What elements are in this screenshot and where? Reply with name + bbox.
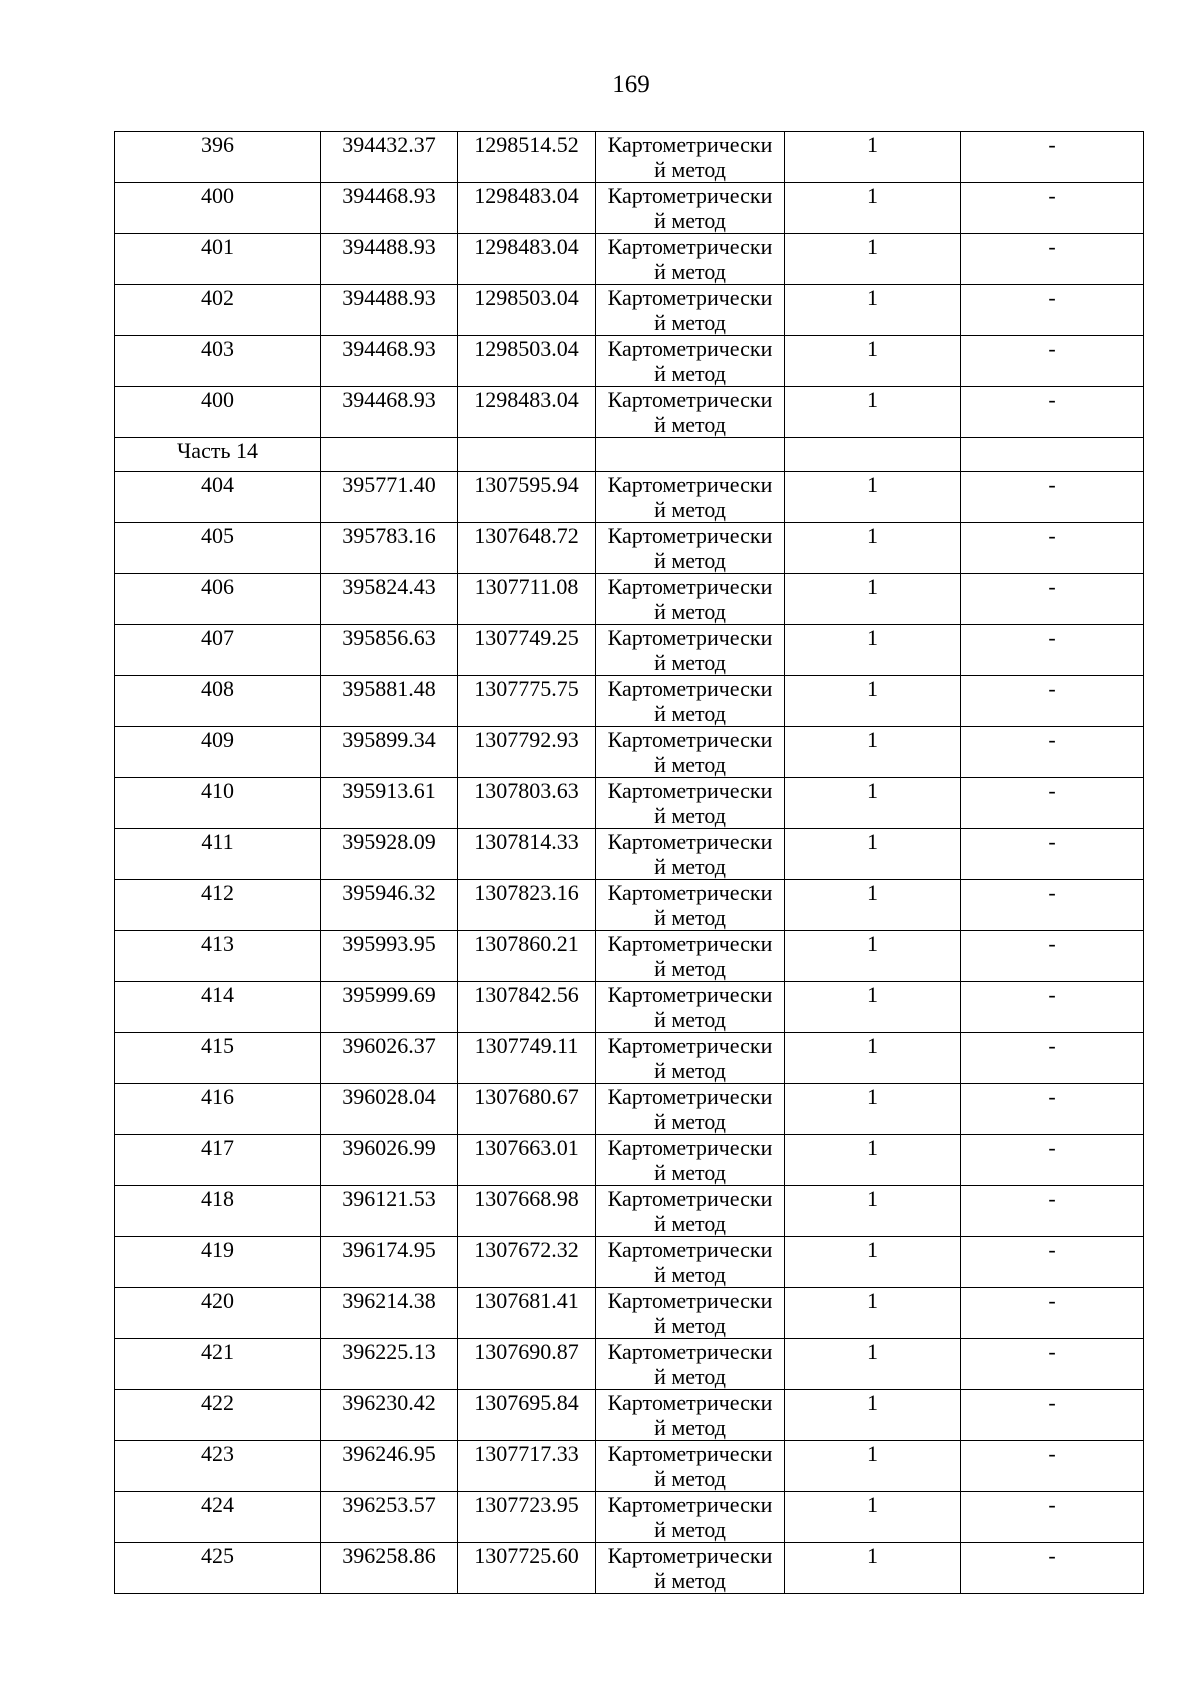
method-line-2: й метод	[654, 157, 726, 182]
x-coordinate-cell: 396253.57	[321, 1492, 458, 1543]
y-coordinate-cell: 1307595.94	[458, 472, 596, 523]
method-line-1: Картометрически	[607, 727, 773, 752]
accuracy-cell: 1	[785, 1135, 961, 1186]
x-coordinate-cell: 395783.16	[321, 523, 458, 574]
method-line-1: Картометрически	[607, 1543, 773, 1568]
accuracy-cell: 1	[785, 183, 961, 234]
x-coordinate-cell: 396214.38	[321, 1288, 458, 1339]
method-cell	[596, 523, 785, 574]
method-line-2: й метод	[654, 1364, 726, 1389]
description-cell: -	[961, 1033, 1144, 1084]
point-number-cell: 408	[115, 676, 321, 727]
method-line-2: й метод	[654, 1058, 726, 1083]
y-coordinate-cell: 1307803.63	[458, 778, 596, 829]
method-line-2: й метод	[654, 497, 726, 522]
y-coordinate-cell: 1307725.60	[458, 1543, 596, 1594]
y-coordinate-cell: 1307690.87	[458, 1339, 596, 1390]
x-coordinate-cell: 396225.13	[321, 1339, 458, 1390]
point-number-cell: 422	[115, 1390, 321, 1441]
method-line-1: Картометрически	[607, 336, 773, 361]
method-line-1: Картометрически	[607, 1492, 773, 1517]
table-row	[115, 234, 1144, 285]
method-cell	[596, 727, 785, 778]
method-line-1: Картометрически	[607, 1084, 773, 1109]
description-cell: -	[961, 523, 1144, 574]
accuracy-cell: 1	[785, 982, 961, 1033]
method-line-1: Картометрически	[607, 625, 773, 650]
point-number-cell: 402	[115, 285, 321, 336]
point-number-cell: 411	[115, 829, 321, 880]
table-row	[115, 778, 1144, 829]
method-cell	[596, 880, 785, 931]
table-row	[115, 676, 1144, 727]
table-row	[115, 1288, 1144, 1339]
accuracy-cell: 1	[785, 778, 961, 829]
accuracy-cell: 1	[785, 931, 961, 982]
x-coordinate-cell: 394468.93	[321, 387, 458, 438]
method-cell	[596, 1441, 785, 1492]
x-coordinate-cell: 396028.04	[321, 1084, 458, 1135]
point-number-cell: 420	[115, 1288, 321, 1339]
y-coordinate-cell: 1298483.04	[458, 387, 596, 438]
accuracy-cell: 1	[785, 880, 961, 931]
table-row	[115, 523, 1144, 574]
point-number-cell: 417	[115, 1135, 321, 1186]
description-cell: -	[961, 1288, 1144, 1339]
accuracy-cell: 1	[785, 387, 961, 438]
method-cell	[596, 1543, 785, 1594]
y-coordinate-cell: 1307842.56	[458, 982, 596, 1033]
method-line-1: Картометрически	[607, 1441, 773, 1466]
table-row	[115, 1237, 1144, 1288]
x-coordinate-cell: 394432.37	[321, 132, 458, 183]
point-number-cell: 415	[115, 1033, 321, 1084]
x-coordinate-cell: 395999.69	[321, 982, 458, 1033]
y-coordinate-cell: 1307823.16	[458, 880, 596, 931]
description-cell: -	[961, 285, 1144, 336]
description-cell: -	[961, 982, 1144, 1033]
description-cell: -	[961, 574, 1144, 625]
method-line-2: й метод	[654, 361, 726, 386]
accuracy-cell: 1	[785, 523, 961, 574]
part-header-row	[115, 438, 1144, 472]
method-line-1: Картометрически	[607, 1186, 773, 1211]
method-line-1: Картометрически	[607, 1288, 773, 1313]
method-line-2: й метод	[654, 905, 726, 930]
point-number-cell: 403	[115, 336, 321, 387]
method-cell	[596, 387, 785, 438]
method-cell	[596, 625, 785, 676]
empty-cell	[458, 438, 596, 472]
method-cell	[596, 1135, 785, 1186]
empty-cell	[961, 438, 1144, 472]
description-cell: -	[961, 183, 1144, 234]
accuracy-cell: 1	[785, 676, 961, 727]
method-cell	[596, 1186, 785, 1237]
point-number-cell: 425	[115, 1543, 321, 1594]
point-number-cell: 407	[115, 625, 321, 676]
method-cell	[596, 285, 785, 336]
table-row	[115, 472, 1144, 523]
method-line-2: й метод	[654, 412, 726, 437]
x-coordinate-cell: 396246.95	[321, 1441, 458, 1492]
method-line-2: й метод	[654, 803, 726, 828]
accuracy-cell: 1	[785, 336, 961, 387]
table-row	[115, 1135, 1144, 1186]
y-coordinate-cell: 1307792.93	[458, 727, 596, 778]
method-cell	[596, 1084, 785, 1135]
description-cell: -	[961, 387, 1144, 438]
accuracy-cell: 1	[785, 829, 961, 880]
description-cell: -	[961, 1084, 1144, 1135]
y-coordinate-cell: 1307681.41	[458, 1288, 596, 1339]
table-row	[115, 931, 1144, 982]
method-cell	[596, 676, 785, 727]
table-row	[115, 1492, 1144, 1543]
accuracy-cell: 1	[785, 574, 961, 625]
method-line-1: Картометрически	[607, 234, 773, 259]
method-line-2: й метод	[654, 310, 726, 335]
description-cell: -	[961, 1339, 1144, 1390]
y-coordinate-cell: 1307749.25	[458, 625, 596, 676]
description-cell: -	[961, 234, 1144, 285]
y-coordinate-cell: 1307695.84	[458, 1390, 596, 1441]
table-row	[115, 1084, 1144, 1135]
coordinates-table	[114, 131, 1144, 1594]
x-coordinate-cell: 395993.95	[321, 931, 458, 982]
accuracy-cell: 1	[785, 625, 961, 676]
y-coordinate-cell: 1307668.98	[458, 1186, 596, 1237]
accuracy-cell: 1	[785, 1186, 961, 1237]
method-line-1: Картометрически	[607, 880, 773, 905]
accuracy-cell: 1	[785, 1288, 961, 1339]
empty-cell	[321, 438, 458, 472]
method-line-2: й метод	[654, 208, 726, 233]
method-line-2: й метод	[654, 1007, 726, 1032]
empty-cell	[785, 438, 961, 472]
x-coordinate-cell: 394488.93	[321, 285, 458, 336]
description-cell: -	[961, 1390, 1144, 1441]
method-cell	[596, 1339, 785, 1390]
y-coordinate-cell: 1307680.67	[458, 1084, 596, 1135]
description-cell: -	[961, 880, 1144, 931]
method-cell	[596, 982, 785, 1033]
y-coordinate-cell: 1307749.11	[458, 1033, 596, 1084]
description-cell: -	[961, 1186, 1144, 1237]
point-number-cell: 400	[115, 183, 321, 234]
description-cell: -	[961, 1492, 1144, 1543]
method-line-2: й метод	[654, 1211, 726, 1236]
x-coordinate-cell: 396121.53	[321, 1186, 458, 1237]
accuracy-cell: 1	[785, 1492, 961, 1543]
y-coordinate-cell: 1307860.21	[458, 931, 596, 982]
point-number-cell: 416	[115, 1084, 321, 1135]
y-coordinate-cell: 1307775.75	[458, 676, 596, 727]
method-cell	[596, 1492, 785, 1543]
method-cell	[596, 1033, 785, 1084]
method-cell	[596, 778, 785, 829]
y-coordinate-cell: 1307672.32	[458, 1237, 596, 1288]
description-cell: -	[961, 778, 1144, 829]
method-line-1: Картометрически	[607, 1237, 773, 1262]
method-line-1: Картометрически	[607, 1033, 773, 1058]
x-coordinate-cell: 395771.40	[321, 472, 458, 523]
table-row	[115, 982, 1144, 1033]
method-line-2: й метод	[654, 1109, 726, 1134]
method-cell	[596, 1390, 785, 1441]
method-line-2: й метод	[654, 1160, 726, 1185]
part-label: Часть 14	[115, 438, 321, 472]
accuracy-cell: 1	[785, 1237, 961, 1288]
method-line-1: Картометрически	[607, 183, 773, 208]
y-coordinate-cell: 1307648.72	[458, 523, 596, 574]
method-line-1: Картометрически	[607, 472, 773, 497]
page-number: 169	[612, 71, 650, 98]
point-number-cell: 424	[115, 1492, 321, 1543]
table-row	[115, 1441, 1144, 1492]
x-coordinate-cell: 395824.43	[321, 574, 458, 625]
method-line-2: й метод	[654, 1568, 726, 1593]
point-number-cell: 419	[115, 1237, 321, 1288]
y-coordinate-cell: 1298514.52	[458, 132, 596, 183]
y-coordinate-cell: 1307814.33	[458, 829, 596, 880]
description-cell: -	[961, 1441, 1144, 1492]
point-number-cell: 418	[115, 1186, 321, 1237]
method-line-2: й метод	[654, 599, 726, 624]
table-row	[115, 1033, 1144, 1084]
table-row	[115, 1390, 1144, 1441]
accuracy-cell: 1	[785, 1033, 961, 1084]
table-row	[115, 336, 1144, 387]
y-coordinate-cell: 1298503.04	[458, 336, 596, 387]
y-coordinate-cell: 1298503.04	[458, 285, 596, 336]
description-cell: -	[961, 727, 1144, 778]
method-line-2: й метод	[654, 1313, 726, 1338]
point-number-cell: 413	[115, 931, 321, 982]
accuracy-cell: 1	[785, 1084, 961, 1135]
table-row	[115, 727, 1144, 778]
table-row	[115, 829, 1144, 880]
accuracy-cell: 1	[785, 727, 961, 778]
description-cell: -	[961, 1135, 1144, 1186]
method-line-1: Картометрически	[607, 387, 773, 412]
y-coordinate-cell: 1307663.01	[458, 1135, 596, 1186]
method-line-2: й метод	[654, 1415, 726, 1440]
description-cell: -	[961, 336, 1144, 387]
table-body	[115, 132, 1144, 1594]
method-line-2: й метод	[654, 650, 726, 675]
method-line-2: й метод	[654, 1466, 726, 1491]
x-coordinate-cell: 394488.93	[321, 234, 458, 285]
method-line-1: Картометрически	[607, 285, 773, 310]
method-cell	[596, 132, 785, 183]
x-coordinate-cell: 395899.34	[321, 727, 458, 778]
point-number-cell: 405	[115, 523, 321, 574]
description-cell: -	[961, 1237, 1144, 1288]
point-number-cell: 412	[115, 880, 321, 931]
x-coordinate-cell: 395913.61	[321, 778, 458, 829]
accuracy-cell: 1	[785, 1441, 961, 1492]
description-cell: -	[961, 132, 1144, 183]
y-coordinate-cell: 1307711.08	[458, 574, 596, 625]
point-number-cell: 423	[115, 1441, 321, 1492]
method-line-1: Картометрически	[607, 1339, 773, 1364]
x-coordinate-cell: 394468.93	[321, 183, 458, 234]
method-cell	[596, 574, 785, 625]
method-cell	[596, 931, 785, 982]
method-line-1: Картометрически	[607, 132, 773, 157]
method-line-2: й метод	[654, 752, 726, 777]
method-cell	[596, 1288, 785, 1339]
description-cell: -	[961, 676, 1144, 727]
table-row	[115, 1339, 1144, 1390]
point-number-cell: 400	[115, 387, 321, 438]
method-line-2: й метод	[654, 956, 726, 981]
accuracy-cell: 1	[785, 132, 961, 183]
table-row	[115, 1543, 1144, 1594]
description-cell: -	[961, 472, 1144, 523]
point-number-cell: 401	[115, 234, 321, 285]
method-line-1: Картометрически	[607, 778, 773, 803]
point-number-cell: 414	[115, 982, 321, 1033]
description-cell: -	[961, 625, 1144, 676]
point-number-cell: 396	[115, 132, 321, 183]
y-coordinate-cell: 1298483.04	[458, 234, 596, 285]
y-coordinate-cell: 1307717.33	[458, 1441, 596, 1492]
method-line-1: Картометрически	[607, 574, 773, 599]
method-line-1: Картометрически	[607, 931, 773, 956]
table-row	[115, 880, 1144, 931]
point-number-cell: 409	[115, 727, 321, 778]
point-number-cell: 406	[115, 574, 321, 625]
method-cell	[596, 234, 785, 285]
x-coordinate-cell: 395856.63	[321, 625, 458, 676]
accuracy-cell: 1	[785, 285, 961, 336]
table-row	[115, 625, 1144, 676]
x-coordinate-cell: 396174.95	[321, 1237, 458, 1288]
x-coordinate-cell: 394468.93	[321, 336, 458, 387]
method-line-1: Картометрически	[607, 523, 773, 548]
method-line-2: й метод	[654, 854, 726, 879]
accuracy-cell: 1	[785, 1543, 961, 1594]
method-line-2: й метод	[654, 259, 726, 284]
x-coordinate-cell: 396026.37	[321, 1033, 458, 1084]
table-row	[115, 574, 1144, 625]
point-number-cell: 404	[115, 472, 321, 523]
accuracy-cell: 1	[785, 1339, 961, 1390]
method-line-1: Картометрически	[607, 982, 773, 1007]
accuracy-cell: 1	[785, 234, 961, 285]
x-coordinate-cell: 395946.32	[321, 880, 458, 931]
accuracy-cell: 1	[785, 472, 961, 523]
table-row	[115, 285, 1144, 336]
y-coordinate-cell: 1298483.04	[458, 183, 596, 234]
point-number-cell: 410	[115, 778, 321, 829]
method-line-1: Картометрически	[607, 1135, 773, 1160]
method-cell	[596, 336, 785, 387]
x-coordinate-cell: 395928.09	[321, 829, 458, 880]
description-cell: -	[961, 829, 1144, 880]
x-coordinate-cell: 396230.42	[321, 1390, 458, 1441]
method-line-2: й метод	[654, 1262, 726, 1287]
point-number-cell: 421	[115, 1339, 321, 1390]
method-line-1: Картометрически	[607, 1390, 773, 1415]
table-row	[115, 387, 1144, 438]
accuracy-cell: 1	[785, 1390, 961, 1441]
x-coordinate-cell: 395881.48	[321, 676, 458, 727]
table-row	[115, 183, 1144, 234]
x-coordinate-cell: 396258.86	[321, 1543, 458, 1594]
method-line-2: й метод	[654, 548, 726, 573]
description-cell: -	[961, 931, 1144, 982]
table-row	[115, 132, 1144, 183]
empty-cell	[596, 438, 785, 472]
table-row	[115, 1186, 1144, 1237]
method-cell	[596, 829, 785, 880]
method-cell	[596, 1237, 785, 1288]
method-line-2: й метод	[654, 1517, 726, 1542]
method-cell	[596, 472, 785, 523]
x-coordinate-cell: 396026.99	[321, 1135, 458, 1186]
y-coordinate-cell: 1307723.95	[458, 1492, 596, 1543]
description-cell: -	[961, 1543, 1144, 1594]
method-line-1: Картометрически	[607, 829, 773, 854]
method-cell	[596, 183, 785, 234]
method-line-2: й метод	[654, 701, 726, 726]
method-line-1: Картометрически	[607, 676, 773, 701]
